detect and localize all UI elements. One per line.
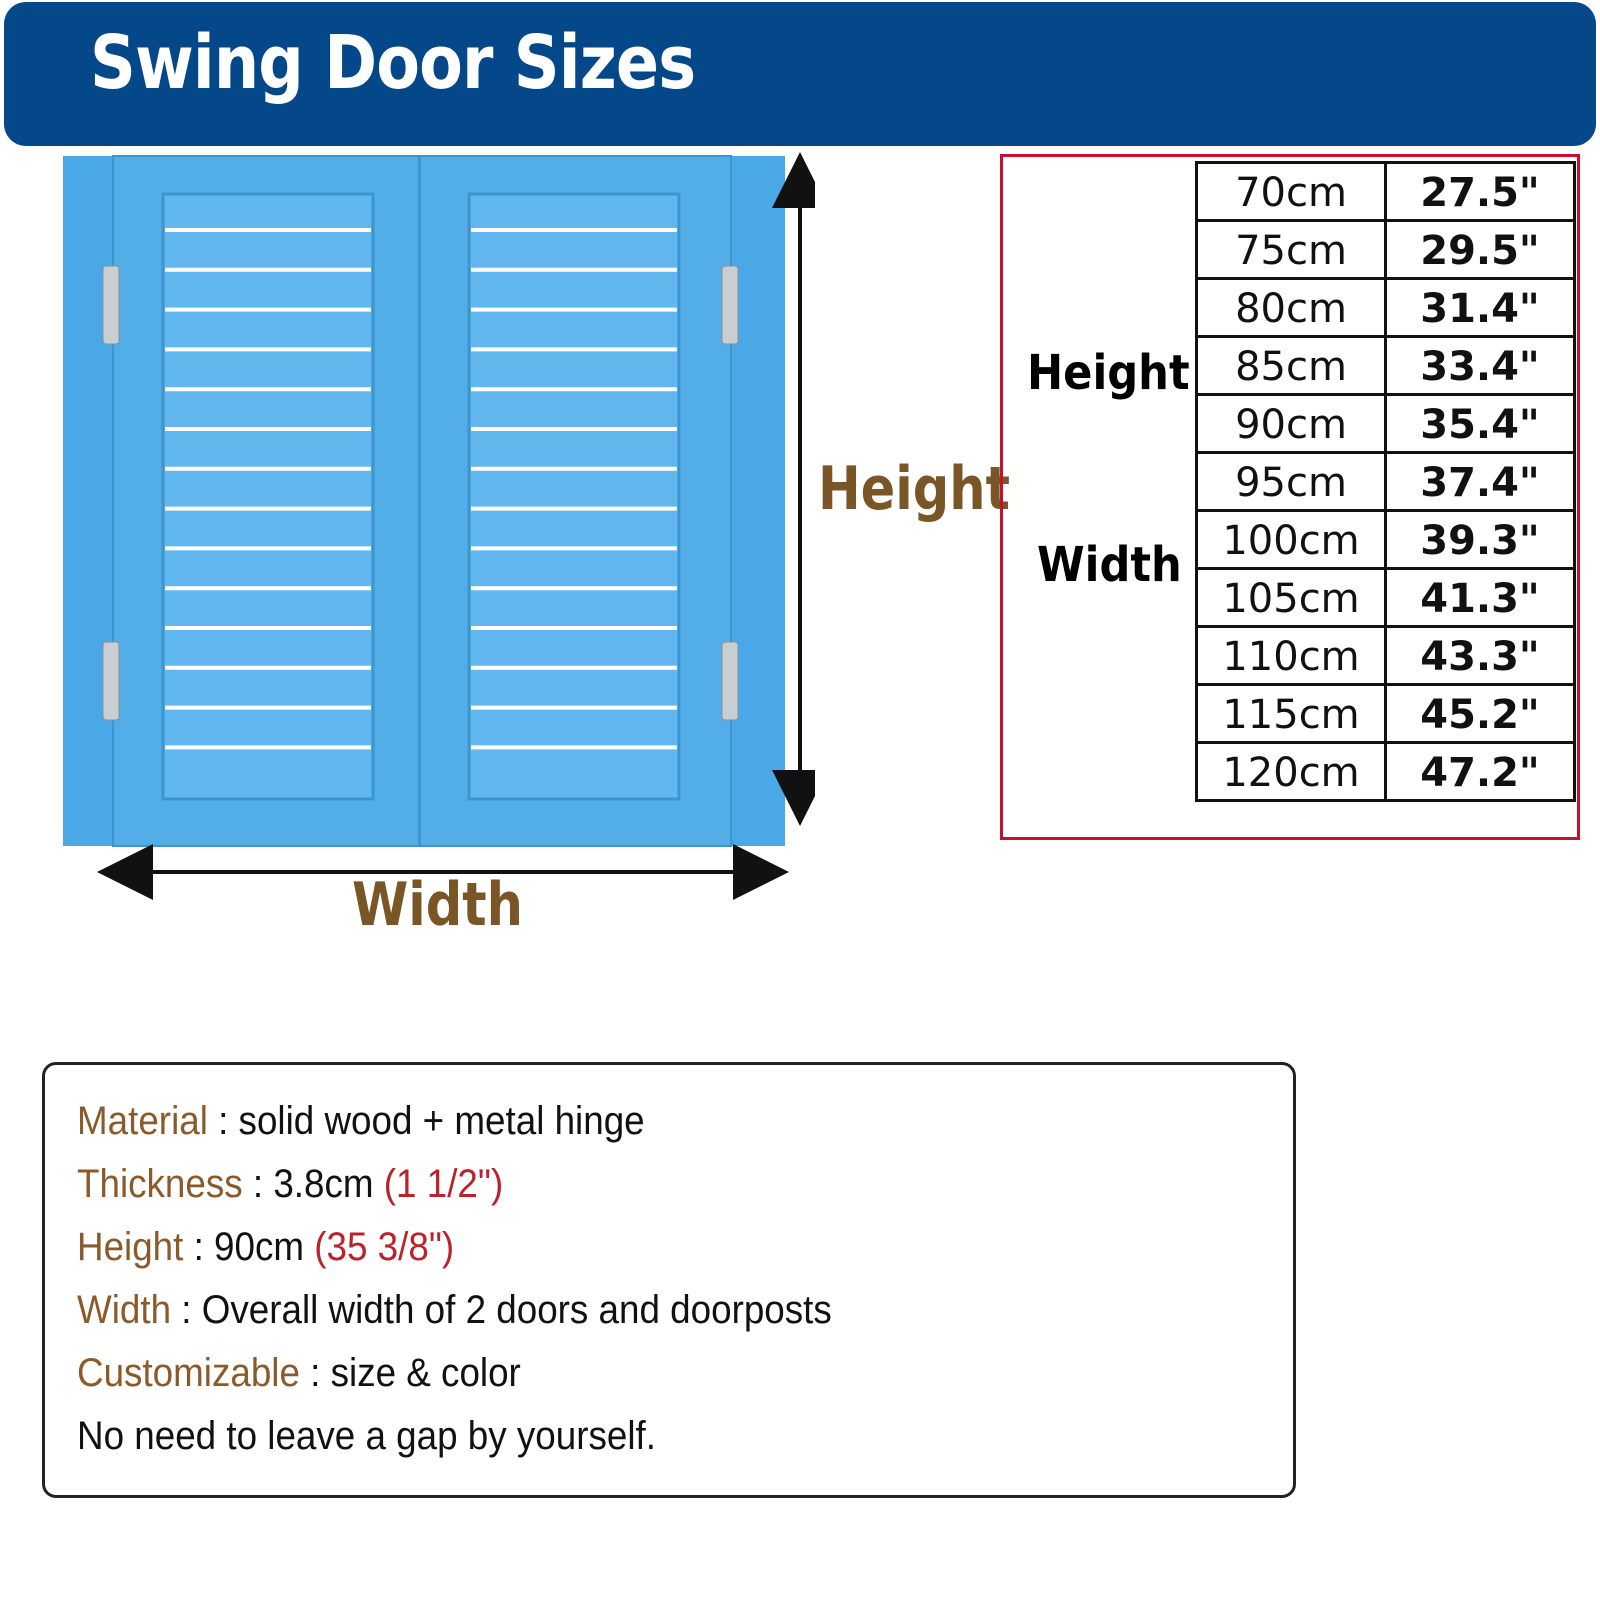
size-inch-cell: 35.4" [1386, 395, 1575, 453]
size-row [1197, 279, 1575, 337]
spec-key: Thickness [77, 1162, 243, 1206]
size-inch-cell: 45.2" [1386, 685, 1575, 743]
spec-key: Material [77, 1099, 208, 1143]
size-inch-cell: 47.2" [1386, 743, 1575, 801]
size-row [1197, 337, 1575, 395]
right-doorpost [731, 156, 785, 846]
table-height-label: Height [1027, 345, 1190, 401]
size-inch-cell: 41.3" [1386, 569, 1575, 627]
size-cm-cell: 120cm [1197, 743, 1386, 801]
height-dimension-label: Height [818, 454, 1010, 524]
spec-inch-value: (1 1/2") [383, 1162, 504, 1206]
spec-value: : 90cm [183, 1225, 315, 1269]
size-inch-cell: 27.5" [1386, 163, 1575, 221]
size-cm-cell: 110cm [1197, 627, 1386, 685]
spec-value: : 3.8cm [242, 1162, 384, 1206]
size-table-panel [1000, 154, 1580, 840]
size-row [1197, 163, 1575, 221]
spec-value: : solid wood + metal hinge [207, 1099, 645, 1143]
size-inch-cell: 29.5" [1386, 221, 1575, 279]
spec-material [77, 1099, 645, 1144]
size-cm-cell: 85cm [1197, 337, 1386, 395]
size-cm-cell: 95cm [1197, 453, 1386, 511]
spec-width [77, 1288, 832, 1333]
spec-thickness [77, 1162, 503, 1207]
spec-note: No need to leave a gap by yourself. [77, 1414, 656, 1458]
hinge-icon [103, 642, 119, 720]
size-table [1195, 161, 1576, 802]
size-cm-cell: 70cm [1197, 163, 1386, 221]
size-row [1197, 569, 1575, 627]
spec-key: Width [77, 1288, 172, 1332]
spec-value: : size & color [299, 1351, 521, 1395]
size-row [1197, 511, 1575, 569]
swing-door-illustration [55, 150, 815, 950]
size-cm-cell: 115cm [1197, 685, 1386, 743]
size-row [1197, 395, 1575, 453]
spec-key: Customizable [77, 1351, 300, 1395]
spec-value: : Overall width of 2 doors and doorposts [171, 1288, 832, 1332]
hinge-icon [722, 642, 738, 720]
size-inch-cell: 31.4" [1386, 279, 1575, 337]
size-inch-cell: 39.3" [1386, 511, 1575, 569]
size-inch-cell: 43.3" [1386, 627, 1575, 685]
spec-customizable [77, 1351, 521, 1396]
size-cm-cell: 90cm [1197, 395, 1386, 453]
spec-inch-value: (35 3/8") [314, 1225, 455, 1269]
right-door [420, 156, 731, 846]
size-inch-cell: 37.4" [1386, 453, 1575, 511]
size-cm-cell: 75cm [1197, 221, 1386, 279]
specifications-box [42, 1062, 1296, 1498]
hinge-icon [103, 266, 119, 344]
size-inch-cell: 33.4" [1386, 337, 1575, 395]
size-cm-cell: 105cm [1197, 569, 1386, 627]
left-door [113, 156, 419, 846]
page-title: Swing Door Sizes [90, 20, 696, 106]
left-doorpost [63, 156, 113, 846]
size-cm-cell: 80cm [1197, 279, 1386, 337]
size-row [1197, 453, 1575, 511]
size-cm-cell: 100cm [1197, 511, 1386, 569]
width-dimension-label: Width [352, 870, 523, 940]
hinge-icon [722, 266, 738, 344]
table-width-label: Width [1037, 537, 1182, 593]
title-banner [4, 2, 1596, 146]
size-row [1197, 685, 1575, 743]
size-row [1197, 627, 1575, 685]
spec-key: Height [77, 1225, 184, 1269]
size-row [1197, 221, 1575, 279]
spec-height [77, 1225, 454, 1270]
size-row [1197, 743, 1575, 801]
